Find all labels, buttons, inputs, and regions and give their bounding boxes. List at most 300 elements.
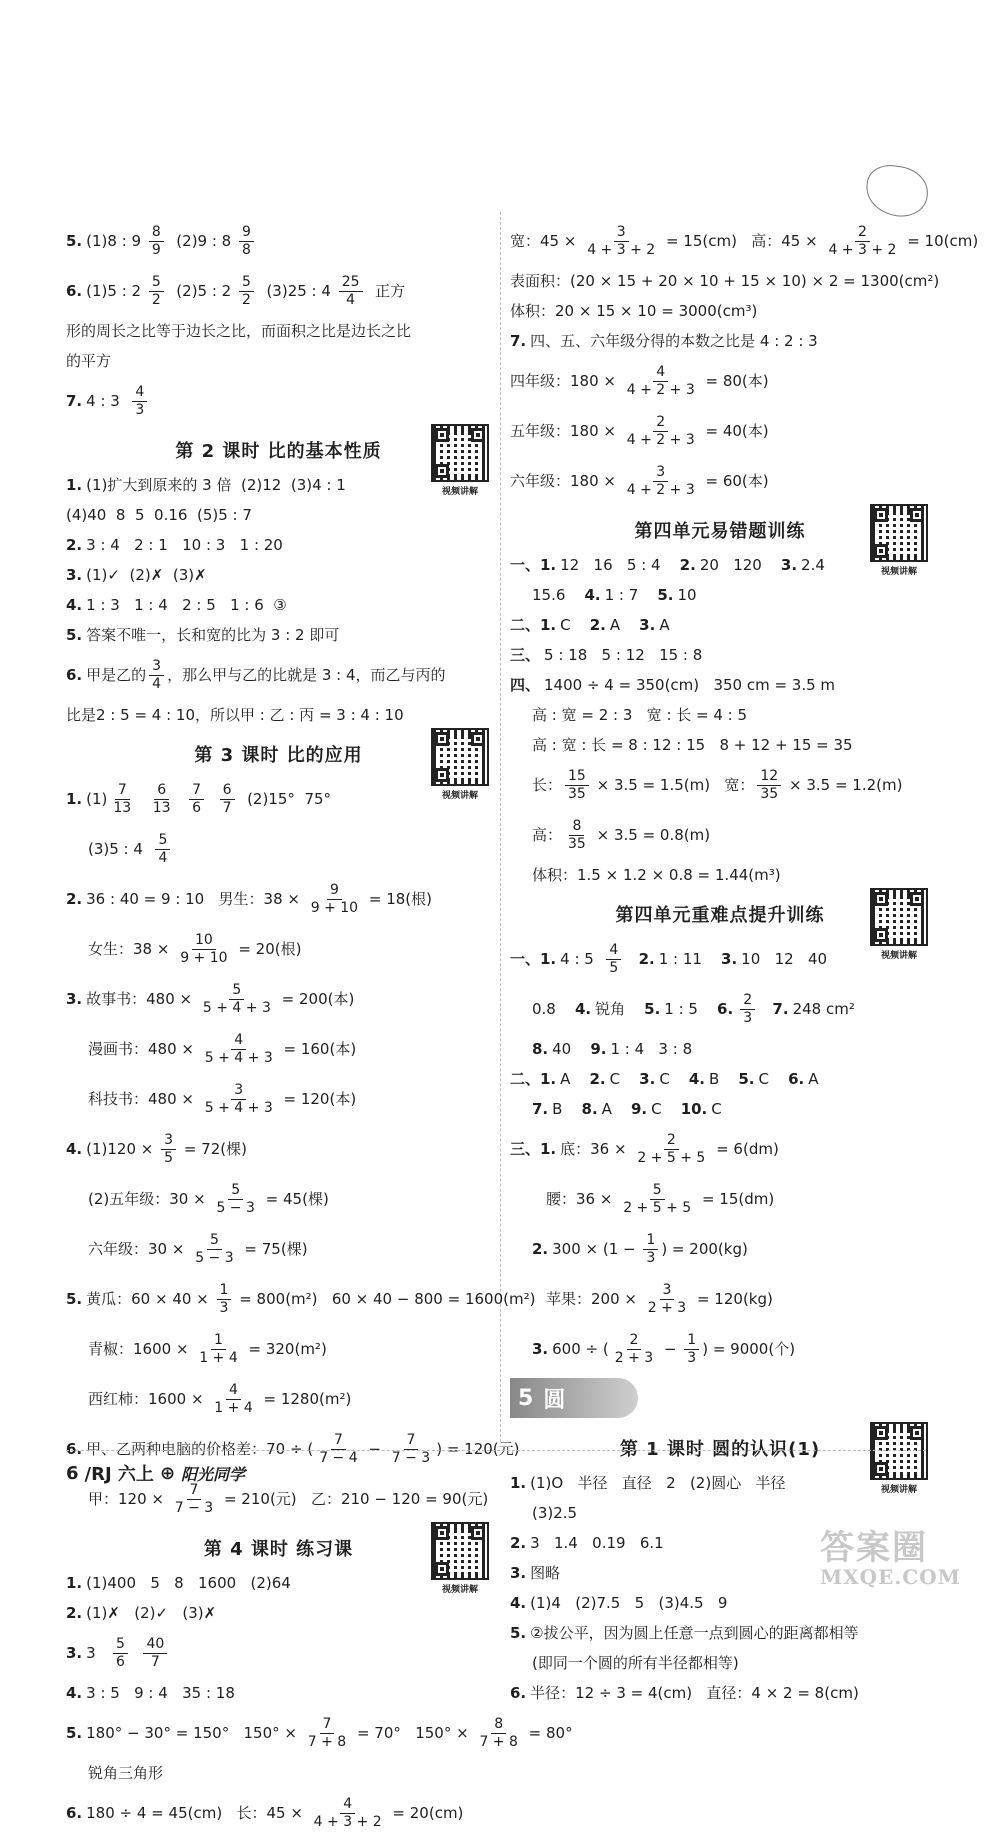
fraction [149, 274, 164, 309]
answer-text: × 3.5 = 1.5(m) 宽： [591, 776, 755, 794]
fraction-numerator: 40 [143, 1636, 167, 1654]
fraction [172, 1482, 216, 1517]
answer-text: 六年级：180 × [510, 472, 621, 490]
fraction-numerator: 7 [331, 1432, 346, 1450]
answer-line [66, 1226, 491, 1272]
fraction [200, 982, 274, 1017]
question-number: 10. [680, 1100, 708, 1118]
question-number: 6. [66, 282, 83, 300]
answer-line [510, 1096, 930, 1122]
answer-text: 四年级：180 × [510, 372, 621, 390]
answer-text: (2)五年级：30 × [88, 1190, 211, 1208]
section-heading: 第四单元易错题训练 [634, 521, 806, 542]
question-number: 2. [679, 556, 696, 574]
fraction [684, 1332, 699, 1367]
fraction [606, 942, 621, 977]
answer-text: 1 : 4 3 : 8 [610, 1040, 693, 1058]
fraction [196, 1332, 240, 1367]
fraction-denominator: 5 + 4 + 3 [204, 1099, 273, 1116]
answer-text: 180° − 30° = 150° 150° × [86, 1724, 302, 1742]
answer-text: (2)9 : 8 [166, 232, 236, 250]
question-number: 6. [66, 1804, 83, 1822]
fraction-denominator: 2 + 3 [614, 1349, 654, 1366]
fraction-numerator: 3 [231, 1082, 246, 1100]
fraction-denominator: 2 [151, 291, 161, 308]
answer-line [66, 1680, 491, 1706]
fraction-numerator: 7 [320, 1716, 335, 1734]
question-number: 8. [532, 1040, 549, 1058]
fraction [202, 1032, 276, 1067]
fraction [476, 1716, 520, 1751]
answer-text: 1 : 7 [604, 586, 658, 604]
answer-text: 科技书：480 × [88, 1090, 199, 1108]
brand-logo: 阳光同学 [181, 1464, 246, 1484]
answer-line [510, 862, 930, 888]
qr-finder-mark [435, 428, 449, 442]
watermark-title: 答案圈 [820, 1528, 928, 1568]
fraction [757, 768, 781, 803]
answer-line [510, 732, 930, 758]
answer-text: = 45(棵) [260, 1190, 329, 1208]
answer-text: 3 : 4 2 : 1 10 : 3 1 : 20 [86, 536, 283, 554]
fraction-numerator: 25 [339, 274, 363, 292]
answer-text: × 3.5 = 0.8(m) [591, 826, 711, 844]
answer-text: 2.4 [801, 556, 825, 574]
fraction [311, 1796, 385, 1831]
fraction [149, 658, 164, 693]
qr-label: 视频讲解 [880, 951, 917, 961]
answer-line [66, 1276, 536, 1322]
fraction-numerator: 10 [192, 932, 216, 950]
fraction-denominator: 3 [219, 1299, 229, 1316]
answer-text: = 80(本) [700, 372, 769, 390]
fraction-denominator: 4 + 3 + 2 [828, 241, 897, 258]
answer-text: (1)✓ (2)✗ (3)✗ [86, 566, 207, 584]
answer-text: 图略 [530, 1564, 561, 1582]
answer-text: = 800(m²) 60 × 40 − 800 = 1600(m²) [234, 1290, 536, 1308]
question-number: 四、 [510, 676, 541, 694]
answer-line [510, 1126, 930, 1172]
fraction [202, 1082, 276, 1117]
watermark [820, 1530, 990, 1590]
fraction-denominator: 35 [760, 785, 779, 802]
question-number: 7. [772, 1000, 789, 1018]
watermark-url: MXQE.COM [820, 1565, 961, 1589]
answer-text: (1)✗ (2)✓ (3)✗ [86, 1604, 217, 1622]
fraction [316, 1432, 360, 1467]
answer-line [66, 652, 491, 698]
question-number: 一、1. [510, 950, 557, 968]
answer-line [510, 1036, 930, 1062]
fraction [389, 1432, 433, 1467]
fraction-denominator: 3 [743, 1009, 753, 1026]
fraction-denominator: 9 + 10 [310, 899, 359, 916]
answer-line [66, 532, 491, 558]
answer-text: (1)4 (2)7.5 5 (3)4.5 9 [530, 1594, 728, 1612]
fraction-numerator: 7 [189, 782, 204, 800]
answer-line [66, 1376, 491, 1422]
fraction [584, 224, 658, 259]
fraction [155, 832, 170, 867]
fraction-denominator: 5 + 4 + 3 [204, 1049, 273, 1066]
fraction-denominator: 3 [135, 401, 145, 418]
answer-line [510, 552, 930, 578]
fraction-numerator: 4 [340, 1796, 355, 1814]
question-number: 6. [66, 666, 83, 684]
qr-finder-mark [874, 892, 888, 906]
question-number: 5. [66, 1290, 83, 1308]
answer-text: = 72(棵) [179, 1140, 247, 1158]
answer-text: 600 ÷ ( [552, 1340, 609, 1358]
question-number: 9. [590, 1040, 607, 1058]
answer-text [758, 996, 772, 1022]
fraction [740, 992, 755, 1027]
fraction-denominator: 9 [151, 241, 161, 258]
question-number: 6. [788, 1070, 805, 1088]
answer-text: 15.6 [532, 586, 585, 604]
answer-text: 苹果：200 × [546, 1290, 642, 1308]
fraction-numerator: 5 [207, 1232, 222, 1250]
answer-line [66, 776, 491, 822]
fraction-denominator: 4 + 3 + 2 [313, 1813, 382, 1830]
answer-line [510, 702, 930, 728]
fraction-numerator: 3 [614, 224, 629, 242]
fraction-numerator: 5 [239, 274, 254, 292]
answer-text: = 40(本) [700, 422, 769, 440]
answer-line [510, 298, 930, 324]
answer-line [510, 268, 940, 294]
footer [66, 1460, 245, 1486]
fraction-denominator: 4 + 2 + 3 [626, 431, 695, 448]
answer-text: ②拔公平，因为圆上任意一点到圆心的距离都相等 [530, 1624, 859, 1642]
answer-line [510, 1176, 930, 1222]
answer-text: 五年级：180 × [510, 422, 621, 440]
qr-finder-mark [874, 1462, 888, 1476]
fraction-numerator: 9 [239, 224, 254, 242]
section-heading: 第 2 课时 比的基本性质 [175, 441, 382, 462]
fraction [624, 364, 698, 399]
question-number: 5. [66, 232, 83, 250]
answer-line [66, 826, 491, 872]
fraction-denominator: 7 − 3 [391, 1449, 431, 1466]
fraction [308, 882, 361, 917]
question-number: 三、 [510, 646, 541, 664]
answer-text: 3 [86, 1644, 110, 1662]
fraction [110, 782, 134, 817]
answer-text: = 70° 150° × [352, 1724, 474, 1742]
fraction-denominator: 2 [242, 291, 251, 308]
answer-text: 表面积：(20 × 15 + 20 × 10 + 15 × 10) × 2 = 1300(cm²) [510, 272, 940, 290]
answer-text: 甲：120 × [88, 1490, 169, 1508]
answer-line [66, 1326, 491, 1372]
question-number: 2. [66, 890, 83, 908]
fraction-denominator: 5 − 3 [195, 1249, 234, 1266]
answer-text: 180 ÷ 4 = 45(cm) 长：45 × [86, 1804, 308, 1822]
answer-line [510, 1226, 930, 1272]
fraction-numerator: 2 [740, 992, 755, 1010]
fraction [113, 1636, 128, 1671]
answer-text: (2)5 : 2 [166, 282, 236, 300]
question-number: 2. [66, 536, 83, 554]
edition-label: /RJ 六上 [84, 1464, 154, 1485]
question-number: 6. [717, 1000, 734, 1018]
answer-text: A [808, 1070, 819, 1088]
question-number: 2. [589, 1070, 606, 1088]
answer-line [510, 218, 979, 264]
answer-text: C [659, 1070, 689, 1088]
fraction-numerator: 1 [643, 1232, 658, 1250]
question-number: 8. [581, 1100, 598, 1118]
answer-text: C [758, 1070, 789, 1088]
fraction-numerator: 2 [855, 224, 870, 242]
fraction [305, 1716, 349, 1751]
answer-text: 3 1.4 0.19 6.1 [530, 1534, 664, 1552]
question-number: 2. [638, 950, 655, 968]
answer-text: 高 : 宽 : 长 = 8 : 12 : 15 8 + 12 + 15 = 35 [532, 736, 853, 754]
answer-line [510, 812, 930, 858]
answer-text: B [709, 1070, 739, 1088]
question-number: 6. [66, 1440, 83, 1458]
question-number: 7. [510, 332, 527, 350]
fraction [634, 1132, 708, 1167]
answer-line [66, 218, 491, 264]
fraction-denominator: 5 [164, 1149, 174, 1166]
fraction-denominator: 4 [152, 675, 162, 692]
qr-label: 视频讲解 [441, 791, 478, 801]
answer-text [137, 786, 147, 812]
answer-text: C [560, 616, 590, 634]
answer-text: (3)5 : 4 [88, 840, 153, 858]
question-number: 5. [657, 586, 674, 604]
answer-line [510, 328, 930, 354]
fraction-numerator: 9 [327, 882, 342, 900]
qr-finder-mark [435, 732, 449, 746]
answer-text: 故事书：480 × [86, 990, 197, 1008]
answer-line [510, 1066, 930, 1092]
answer-text: (1) [86, 790, 108, 808]
answer-text: 1400 ÷ 4 = 350(cm) 350 cm = 3.5 m [544, 676, 836, 694]
section-heading: 第 1 课时 圆的认识(1) [619, 1439, 821, 1460]
answer-text: = 80° [523, 1724, 573, 1742]
answer-line [66, 318, 491, 344]
question-number: 3. [532, 1340, 549, 1358]
question-number: 4. [688, 1070, 705, 1088]
fraction-numerator: 2 [627, 1332, 642, 1350]
question-number: 3. [66, 990, 83, 1008]
answer-line [510, 1680, 930, 1706]
fraction [624, 414, 698, 449]
answer-text: = 1280(m²) [258, 1390, 352, 1408]
answer-line [510, 1470, 930, 1496]
question-number: 一、1. [510, 556, 557, 574]
answer-text: ) = 200(kg) [661, 1240, 748, 1258]
answer-line [510, 642, 930, 668]
answer-text: = 75(棵) [239, 1240, 308, 1258]
answer-text: ) = 120(元) [436, 1440, 520, 1458]
answer-text: 宽：45 × [510, 232, 582, 250]
qr-finder-mark [910, 1426, 924, 1440]
qr-finder-mark [874, 1426, 888, 1440]
answer-text: 答案不唯一，长和宽的比为 3 : 2 即可 [86, 626, 340, 644]
answer-text: (3)25 : 4 [256, 282, 336, 300]
fraction-denominator: 4 + 2 + 3 [626, 481, 695, 498]
answer-text: = 10(cm) [902, 232, 979, 250]
answer-line [510, 612, 930, 638]
fraction-denominator: 13 [113, 799, 132, 816]
answer-text: 高： [532, 826, 563, 844]
answer-text: 高 : 宽 = 2 : 3 宽 : 长 = 4 : 5 [532, 706, 748, 724]
answer-text: 36 : 40 = 9 : 10 男生：38 × [86, 890, 305, 908]
fraction-numerator: 6 [154, 782, 169, 800]
answer-text: 女生：38 × [88, 940, 175, 958]
answer-text: 4 : 5 [560, 950, 604, 968]
answer-line [66, 1630, 491, 1676]
fraction-numerator: 3 [161, 1132, 176, 1150]
answer-text: = 200(本) [276, 990, 355, 1008]
answer-text: 六年级：30 × [88, 1240, 190, 1258]
book-icon: ⊕ [159, 1462, 176, 1484]
qr-finder-mark [471, 428, 485, 442]
answer-text: 的平方 [66, 352, 112, 370]
answer-text: A [601, 1100, 631, 1118]
qr-finder-mark [874, 508, 888, 522]
answer-text: 1 : 5 [664, 1000, 718, 1018]
question-number: 二、1. [510, 1070, 557, 1088]
answer-line [66, 926, 491, 972]
right-column [510, 218, 979, 1710]
qr-finder-mark [874, 544, 888, 558]
question-number: 3. [639, 616, 656, 634]
question-number: 4. [66, 596, 83, 614]
question-number: 7. [66, 392, 83, 410]
answer-line [66, 502, 491, 528]
fraction-numerator: 1 [684, 1332, 699, 1350]
fraction [239, 224, 254, 259]
answer-text: 10 12 40 [741, 950, 828, 968]
answer-line [510, 986, 930, 1032]
answer-text: 黄瓜：60 × 40 × [86, 1290, 214, 1308]
stamp-mark [863, 162, 931, 220]
fraction-denominator: 35 [568, 835, 586, 852]
fraction [161, 1132, 176, 1167]
answer-text: 形的周长之比等于边长之比，而面积之比是边长之比 [66, 322, 412, 340]
fraction-numerator: 4 [231, 1032, 246, 1050]
fraction-numerator: 8 [569, 818, 584, 836]
section-heading: 第 3 课时 比的应用 [194, 745, 363, 766]
question-number: 1. [66, 1574, 83, 1592]
question-number: 5. [738, 1070, 755, 1088]
chapter-number: 5 [518, 1385, 534, 1411]
fraction-denominator: 1 + 4 [214, 1399, 253, 1416]
question-number: 2. [532, 1240, 549, 1258]
answer-text: 长： [532, 776, 563, 794]
answer-text: − [659, 1340, 682, 1358]
fraction-numerator: 1 [211, 1332, 226, 1350]
question-number: 1. [510, 1474, 527, 1492]
answer-text: 体积：1.5 × 1.2 × 0.8 = 1.44(m³) [532, 866, 781, 884]
answer-text: = 120(kg) [692, 1290, 773, 1308]
fraction-denominator: 13 [152, 799, 171, 816]
answer-text: = 18(根) [364, 890, 432, 908]
fraction-denominator: 4 [158, 849, 168, 866]
answer-text: ，那么甲与乙的比就是 3 : 4，而乙与丙的 [167, 666, 446, 684]
answer-text: 0.8 [532, 1000, 575, 1018]
qr-finder-mark [435, 1562, 449, 1576]
fraction-denominator: 4 [346, 291, 356, 308]
fraction [132, 384, 147, 419]
fraction-denominator: 7 − 3 [174, 1499, 214, 1516]
answer-line [510, 1590, 930, 1616]
answer-text: (4)40 8 5 0.16 (5)5 : 7 [66, 506, 252, 524]
answer-line [510, 762, 930, 808]
fraction [150, 782, 174, 817]
fraction-numerator: 6 [220, 782, 235, 800]
fraction-denominator: 6 [192, 799, 202, 816]
fraction-numerator: 3 [149, 658, 164, 676]
fraction-denominator: 7 [150, 1653, 160, 1670]
answer-text: 底：36 × [560, 1140, 632, 1158]
fraction-denominator: 1 + 4 [199, 1349, 238, 1366]
fraction [192, 1232, 236, 1267]
answer-text: (即同一个圆的所有半径都相等) [532, 1654, 739, 1672]
answer-text: 西红柿：1600 × [88, 1390, 209, 1408]
answer-text: × 3.5 = 1.2(m) [784, 776, 903, 794]
answer-text: A [659, 616, 670, 634]
answer-text: − [363, 1440, 386, 1458]
answer-line [66, 622, 491, 648]
question-number: 三、1. [510, 1140, 557, 1158]
answer-text: (1)扩大到原来的 3 倍 (2)12 (3)4 : 1 [86, 476, 346, 494]
fraction [643, 1232, 658, 1267]
fraction-numerator: 5 [155, 832, 170, 850]
answer-text: 锐角三角形 [88, 1764, 164, 1782]
answer-line [66, 1600, 491, 1626]
qr-label: 视频讲解 [441, 1585, 478, 1595]
fraction [645, 1282, 689, 1317]
answer-text: 248 cm² [792, 1000, 855, 1018]
question-number: 5. [510, 1624, 527, 1642]
fraction [612, 1332, 656, 1367]
qr-finder-mark [874, 928, 888, 942]
answer-text: 正方 [365, 282, 406, 300]
answer-line [66, 876, 491, 922]
fraction-numerator: 12 [757, 768, 781, 786]
answer-text: 比是2 : 5 = 4 : 10，所以甲 : 乙 : 丙 = 3 : 4 : 10 [66, 706, 404, 724]
qr-label: 视频讲解 [880, 1485, 917, 1495]
fraction-numerator: 7 [187, 1482, 202, 1500]
fraction-numerator: 5 [229, 982, 244, 1000]
question-number: 4. [66, 1684, 83, 1702]
answer-line [66, 1790, 491, 1836]
footer-rule [66, 1450, 926, 1451]
fraction-numerator: 4 [132, 384, 147, 402]
answer-line [510, 358, 930, 404]
question-number: 5. [66, 1724, 83, 1742]
question-number: 3. [721, 950, 738, 968]
answer-line [66, 268, 491, 314]
fraction [239, 274, 254, 309]
answer-text: C [711, 1100, 722, 1118]
fraction-denominator: 5 + 4 + 3 [202, 999, 271, 1016]
answer-text: 4 : 3 [86, 392, 130, 410]
fraction-numerator: 2 [653, 414, 668, 432]
answer-text [207, 786, 217, 812]
answer-line [66, 1710, 573, 1756]
answer-line [66, 1026, 491, 1072]
answer-text: (1)400 5 8 1600 (2)64 [86, 1574, 291, 1592]
question-number: 4. [574, 1000, 592, 1018]
fraction-numerator: 3 [660, 1282, 675, 1300]
